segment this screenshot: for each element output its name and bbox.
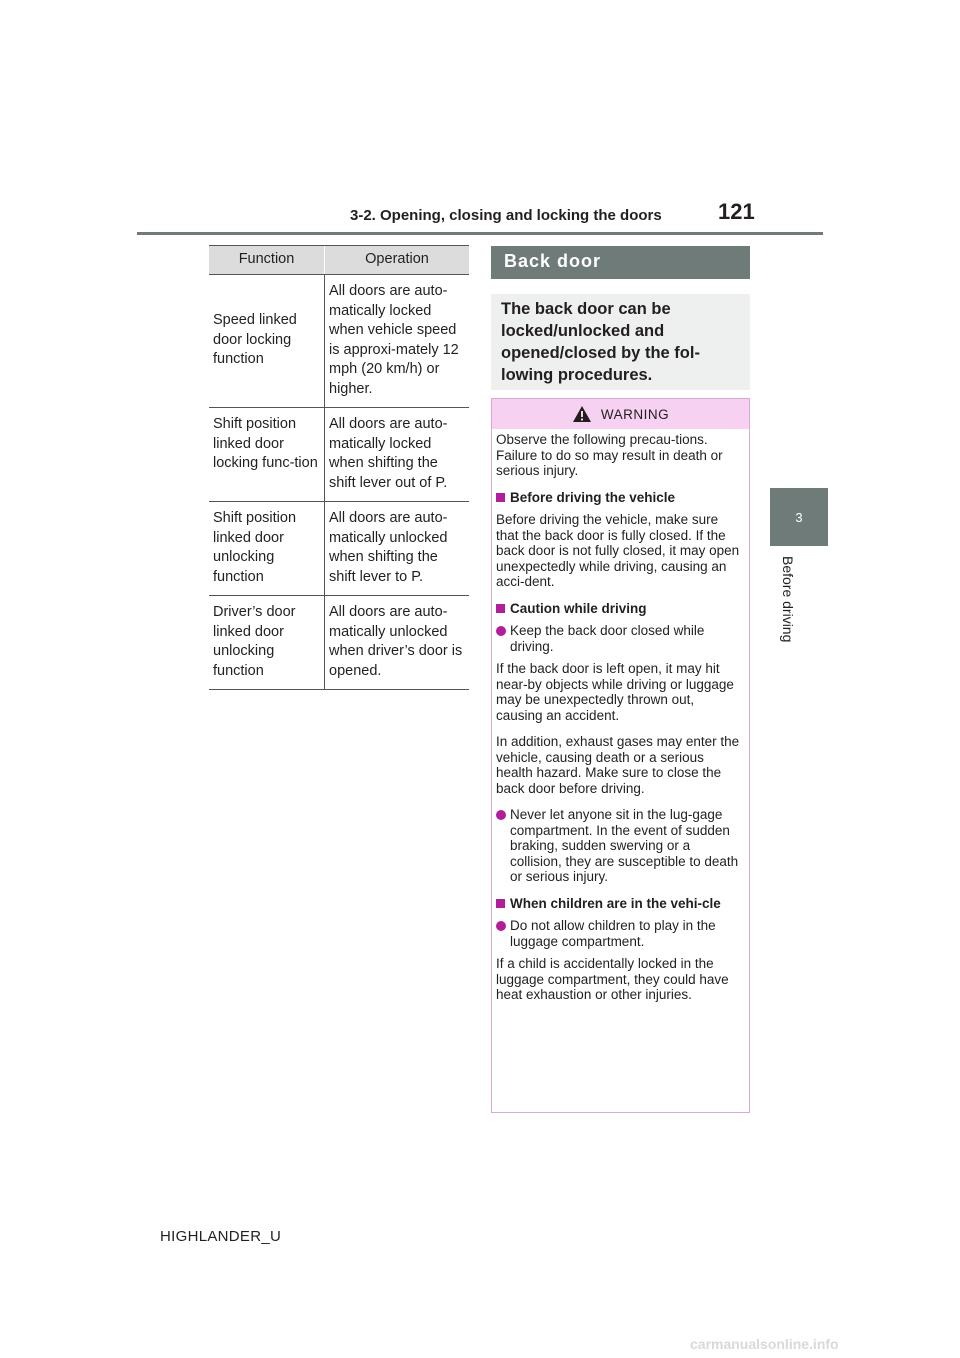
warning-bullet [496,623,741,654]
warning-triangle-icon [572,405,592,423]
circle-bullet-icon [496,810,506,820]
chapter-label: Before driving [780,556,796,643]
warning-paragraph: If the back door is left open, it may hit near-by objects while driving or luggage may be unexpectedly thrown out, causing an accident. [496,661,734,723]
warning-subheading [496,490,741,506]
operation-cell: All doors are auto-matically unlocked when driver’s door is opened. [325,596,470,690]
square-bullet-icon [496,493,505,502]
function-cell: Shift position linked door unlocking function [209,502,325,596]
warning-lead: Observe the following precau-tions. Failure to do so may result in death or serious injury. [496,432,723,478]
operation-cell: All doors are auto-matically unlocked when shifting the shift lever to P. [325,502,470,596]
circle-bullet-icon [496,921,506,931]
chapter-tab[interactable] [770,488,828,546]
operation-cell: All doors are auto-matically locked when shifting the shift lever out of P. [325,408,470,502]
subheading-text: Caution while driving [510,600,647,616]
header-rule [137,232,823,235]
warning-bullet [496,807,741,885]
table-row [209,275,469,408]
warning-header [492,399,749,429]
function-cell: Shift position linked door locking func-tion [209,408,325,502]
operation-cell: All doors are auto-matically locked when vehicle speed is approxi-mately 12 mph (20 km/h) or higher. [325,275,470,408]
warning-bullet [496,918,741,949]
function-table [209,245,469,690]
square-bullet-icon [496,604,505,613]
warning-subheading [496,896,741,912]
table-row [209,408,469,502]
bullet-text: Never let anyone sit in the lug-gage compartment. In the event of sudden braking, sudden swerving or a collision, they are susceptible to death or serious injury. [510,807,739,884]
warning-paragraph: In addition, exhaust gases may enter the vehicle, causing death or a serious health hazard. Make sure to close the back door before driving. [496,734,740,796]
chapter-number: 3 [795,509,803,525]
back-door-heading: Back door [491,246,750,279]
model-code: HIGHLANDER_U [160,1228,282,1245]
warning-subheading [496,601,741,617]
warning-box [491,398,750,1113]
column-header-function: Function [209,246,325,275]
table-row [209,596,469,690]
circle-bullet-icon [496,626,506,636]
subheading-text: When children are in the vehi-cle [510,895,721,911]
bullet-text: Keep the back door closed while driving. [510,623,705,654]
warning-paragraph: If a child is accidentally locked in the luggage compartment, they could have heat exhaustion or other injuries. [496,956,729,1002]
function-cell: Driver’s door linked door unlocking function [209,596,325,690]
watermark: carmanualsonline.info [690,1336,839,1352]
warning-body [492,429,749,1003]
square-bullet-icon [496,899,505,908]
back-door-intro: The back door can be locked/unlocked and opened/closed by the fol-lowing procedures. [491,294,750,390]
function-cell: Speed linked door locking function [209,275,325,408]
warning-title: WARNING [600,406,670,422]
column-header-operation: Operation [325,246,470,275]
bullet-text: Do not allow children to play in the luggage compartment. [510,918,716,949]
table-row [209,502,469,596]
page-number: 121 [718,199,755,224]
table-header-row [209,246,469,275]
warning-paragraph: Before driving the vehicle, make sure that the back door is fully closed. If the back door is not fully closed, it may open unexpectedly while driving, causing an acci-dent. [496,512,740,589]
section-title: 3-2. Opening, closing and locking the doors [350,207,662,224]
subheading-text: Before driving the vehicle [510,489,676,505]
